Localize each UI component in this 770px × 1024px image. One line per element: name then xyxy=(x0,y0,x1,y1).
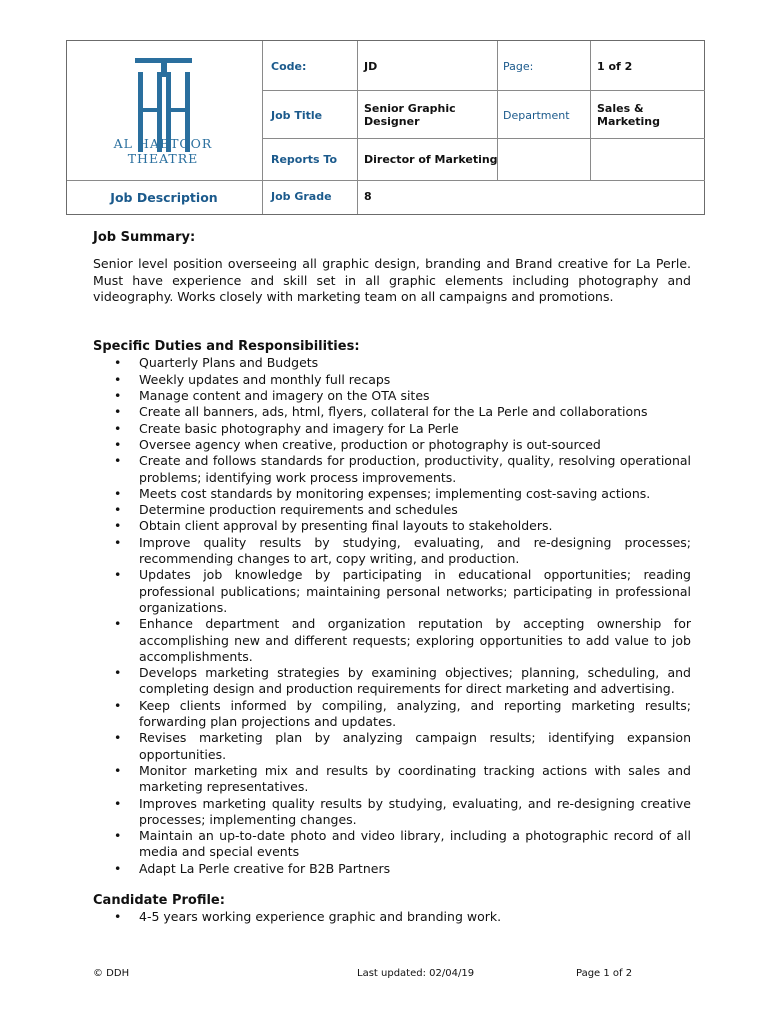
list-item xyxy=(93,665,691,698)
list-item-text: Create all banners, ads, html, flyers, collateral for the La Perle and collaborations xyxy=(139,404,648,420)
list-item-text: Create basic photography and imagery for La Perle xyxy=(139,420,459,436)
bullet-icon: • xyxy=(114,730,122,746)
list-item-text: Meets cost standards by monitoring expenses; implementing cost-saving actions. xyxy=(139,485,651,501)
bullet-icon: • xyxy=(114,828,122,844)
list-item xyxy=(93,567,691,616)
list-item xyxy=(93,796,691,829)
candidate-heading: Candidate Profile: xyxy=(93,892,225,908)
bullet-icon: • xyxy=(114,502,122,518)
list-item xyxy=(93,388,691,404)
bullet-icon: • xyxy=(114,355,122,371)
code-value: JD xyxy=(364,60,378,73)
reports-to-value: Director of Marketing xyxy=(364,153,498,166)
list-item-text: Adapt La Perle creative for B2B Partners xyxy=(139,860,391,876)
list-item xyxy=(93,437,691,453)
bullet-icon: • xyxy=(114,697,122,713)
job-title-value: Senior Graphic Designer xyxy=(364,102,456,128)
bullet-icon: • xyxy=(114,795,122,811)
department-label: Department xyxy=(503,109,570,122)
candidate-list xyxy=(93,909,691,925)
document-body xyxy=(93,230,691,926)
duties-heading: Specific Duties and Responsibilities: xyxy=(93,339,360,355)
list-item xyxy=(93,518,691,534)
list-item xyxy=(93,730,691,763)
footer-page-number: Page 1 of 2 xyxy=(576,968,633,979)
department-value: Sales & Marketing xyxy=(597,102,661,128)
footer-last-updated: Last updated: 02/04/19 xyxy=(357,968,475,979)
duties-list xyxy=(93,355,691,877)
list-item-text: Oversee agency when creative, production or photography is out-sourced xyxy=(139,436,601,452)
list-item-text: Manage content and imagery on the OTA sites xyxy=(139,388,430,404)
bullet-icon: • xyxy=(114,453,122,469)
logo-text-line2: THEATRE xyxy=(127,151,199,166)
bullet-icon: • xyxy=(114,616,122,632)
logo-text-line1: AL HABTOOR xyxy=(113,136,213,151)
bullet-icon: • xyxy=(114,388,122,404)
list-item xyxy=(93,453,691,486)
list-item-text: Monitor marketing mix and results by coordinating tracking actions with sales and marketing representatives. xyxy=(139,762,691,795)
list-item-text: Revises marketing plan by analyzing campaign results; identifying expansion opportunities. xyxy=(139,730,691,762)
reports-to-label: Reports To xyxy=(271,153,338,166)
list-item xyxy=(93,698,691,731)
list-item-text: Determine production requirements and schedules xyxy=(139,502,458,518)
list-item xyxy=(93,486,691,502)
footer-copyright: © DDH xyxy=(93,968,130,979)
list-item-text: Keep clients informed by compiling, analyzing, and reporting marketing results; forwarding plan projections and updates. xyxy=(139,697,691,730)
list-item xyxy=(93,421,691,437)
bullet-icon: • xyxy=(114,371,122,387)
list-item xyxy=(93,404,691,420)
bullet-icon: • xyxy=(114,534,122,550)
list-item xyxy=(93,909,691,925)
list-item-text: Enhance department and organization reputation by accepting ownership for accomplishing new and different requests; exploring opportunities to add value to job accomplishments. xyxy=(139,616,691,664)
list-item-text: Obtain client approval by presenting final layouts to stakeholders. xyxy=(139,518,553,534)
job-title-label: Job Title xyxy=(271,109,323,122)
bullet-icon: • xyxy=(114,665,122,681)
bullet-icon: • xyxy=(114,567,122,583)
list-item xyxy=(93,763,691,796)
bullet-icon: • xyxy=(114,909,122,925)
bullet-icon: • xyxy=(114,762,122,778)
list-item xyxy=(93,372,691,388)
list-item-text: Improve quality results by studying, evaluating, and re-designing processes; recommending changes to art, copy writing, and production. xyxy=(139,534,691,567)
list-item-text: Maintain an up-to-date photo and video library, including a photographic record of all media and special events xyxy=(139,828,691,860)
list-item-text: Create and follows standards for production, productivity, quality, resolving operational problems; identifying work process improvements. xyxy=(139,453,691,485)
list-item xyxy=(93,861,691,877)
list-item-text: Improves marketing quality results by studying, evaluating, and re-designing creative processes; implementing changes. xyxy=(139,795,691,827)
job-grade-label: Job Grade xyxy=(271,190,332,203)
job-description-label: Job Description xyxy=(110,189,218,205)
bullet-icon: • xyxy=(114,420,122,436)
page-value: 1 of 2 xyxy=(597,60,633,73)
job-summary-text: Senior level position overseeing all graphic design, branding and Brand creative for La Perle. Must have experience and skill set in all graphic elements including photography and videography. Works closely with marketing team on all campaigns and promotions. xyxy=(93,256,691,304)
bullet-icon: • xyxy=(114,860,122,876)
list-item xyxy=(93,502,691,518)
list-item-text: Updates job knowledge by participating in educational opportunities; reading professional publications; maintaining personal networks; participating in professional organizations. xyxy=(139,567,691,615)
code-label: Code: xyxy=(271,60,307,73)
page-label: Page: xyxy=(503,60,534,73)
bullet-icon: • xyxy=(114,404,122,420)
bullet-icon: • xyxy=(114,436,122,452)
list-item xyxy=(93,828,691,861)
list-item-text: 4-5 years working experience graphic and branding work. xyxy=(139,909,502,925)
job-grade-value: 8 xyxy=(364,190,372,203)
list-item xyxy=(93,535,691,568)
list-item-text: Develops marketing strategies by examining objectives; planning, scheduling, and completing design and production requirements for direct marketing and advertising. xyxy=(139,665,691,697)
list-item xyxy=(93,616,691,665)
list-item xyxy=(93,355,691,371)
bullet-icon: • xyxy=(114,518,122,534)
job-summary-heading: Job Summary: xyxy=(93,230,196,245)
list-item-text: Weekly updates and monthly full recaps xyxy=(139,371,391,387)
bullet-icon: • xyxy=(114,485,122,501)
list-item-text: Quarterly Plans and Budgets xyxy=(139,355,319,371)
